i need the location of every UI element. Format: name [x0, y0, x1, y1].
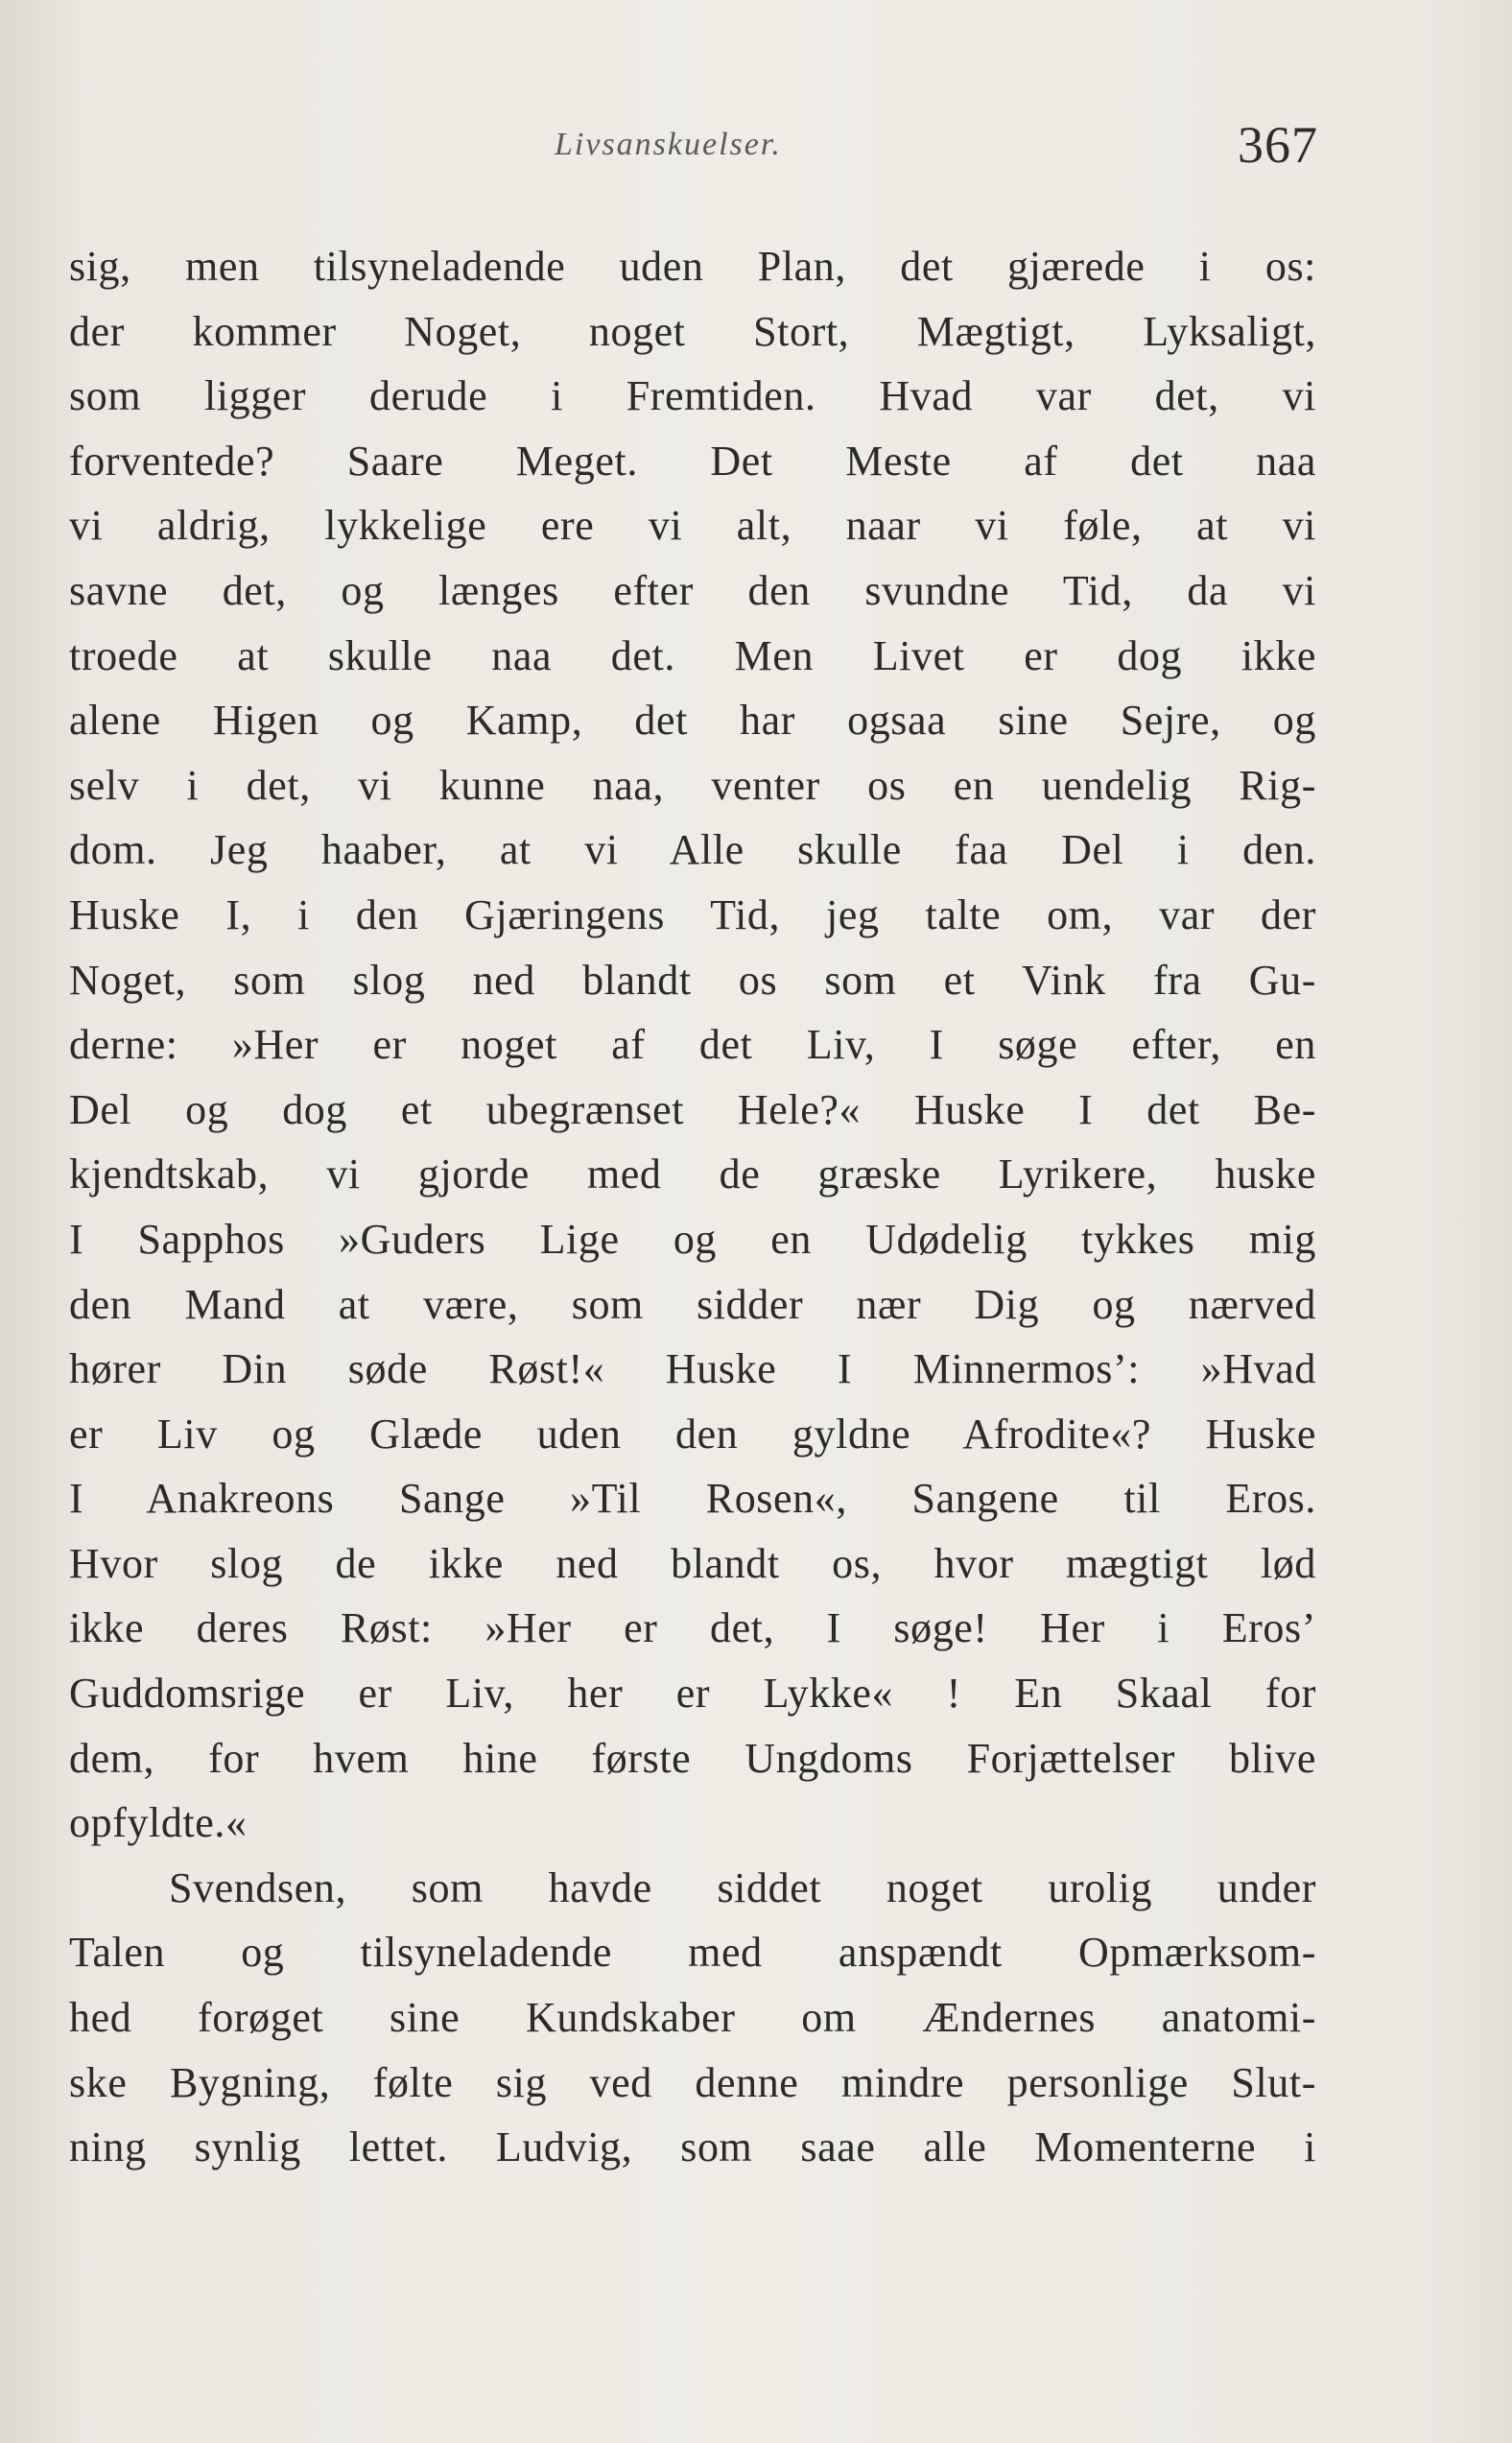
text-line: savne det, og længes efter den svundne Tid, da vi	[69, 566, 1316, 614]
text-line: hed forøget sine Kundskaber om Ændernes anatomi-	[69, 1994, 1316, 2042]
text-line: I Anakreons Sange »Til Rosen«, Sangene til Eros.	[69, 1475, 1316, 1523]
text-line: selv i det, vi kunne naa, venter os en uendelig Rig-	[69, 761, 1316, 809]
text-line: Guddomsrige er Liv, her er Lykke« ! En Skaal for	[69, 1670, 1316, 1718]
text-line: som ligger derude i Fremtiden. Hvad var det, vi	[69, 372, 1316, 420]
text-line: ikke deres Røst: »Her er det, I søge! Her i Eros’	[69, 1604, 1316, 1652]
text-line: hører Din søde Røst!« Huske I Minnermos’: »Hvad	[69, 1345, 1316, 1393]
text-line: troede at skulle naa det. Men Livet er dog ikke	[69, 631, 1316, 679]
text-line: alene Higen og Kamp, det har ogsaa sine Sejre, og	[69, 697, 1316, 745]
paragraph-start-line: Svendsen, som havde siddet noget urolig under	[169, 1863, 1316, 1911]
text-line: sig, men tilsyneladende uden Plan, det gjærede i os:	[69, 243, 1316, 290]
text-line: kjendtskab, vi gjorde med de græske Lyrikere, huske	[69, 1150, 1316, 1198]
text-line: Del og dog et ubegrænset Hele?« Huske I det Be-	[69, 1085, 1316, 1133]
page-number: 367	[1238, 116, 1318, 174]
text-line: forventede? Saare Meget. Det Meste af det naa	[69, 437, 1316, 485]
text-line: vi aldrig, lykkelige ere vi alt, naar vi føle, at vi	[69, 502, 1316, 550]
text-line: Hvor slog de ikke ned blandt os, hvor mægtigt lød	[69, 1539, 1316, 1587]
running-head-title: Livsanskuelser.	[555, 127, 782, 162]
text-line: der kommer Noget, noget Stort, Mægtigt, Lyksaligt,	[69, 307, 1316, 355]
text-line: er Liv og Glæde uden den gyldne Afrodite«? Huske	[69, 1410, 1316, 1458]
paragraph-end-line: opfyldte.«	[69, 1799, 248, 1847]
running-head	[0, 115, 1512, 192]
text-line: dem, for hvem hine første Ungdoms Forjættelser blive	[69, 1734, 1316, 1782]
text-line: ning synlig lettet. Ludvig, som saae alle Momenterne i	[69, 2123, 1316, 2171]
text-line: dom. Jeg haaber, at vi Alle skulle faa Del i den.	[69, 826, 1316, 874]
text-line: Talen og tilsyneladende med anspændt Opmærksom-	[69, 1929, 1316, 1977]
text-line: den Mand at være, som sidder nær Dig og nærved	[69, 1280, 1316, 1328]
text-line: Noget, som slog ned blandt os som et Vink fra Gu-	[69, 956, 1316, 1004]
text-line: Huske I, i den Gjæringens Tid, jeg talte om, var der	[69, 890, 1316, 938]
body-text	[69, 234, 1316, 2180]
text-line: derne: »Her er noget af det Liv, I søge efter, en	[69, 1021, 1316, 1069]
text-line: I Sapphos »Guders Lige og en Udødelig tykkes mig	[69, 1215, 1316, 1263]
text-line: ske Bygning, følte sig ved denne mindre personlige Slut-	[69, 2058, 1316, 2106]
